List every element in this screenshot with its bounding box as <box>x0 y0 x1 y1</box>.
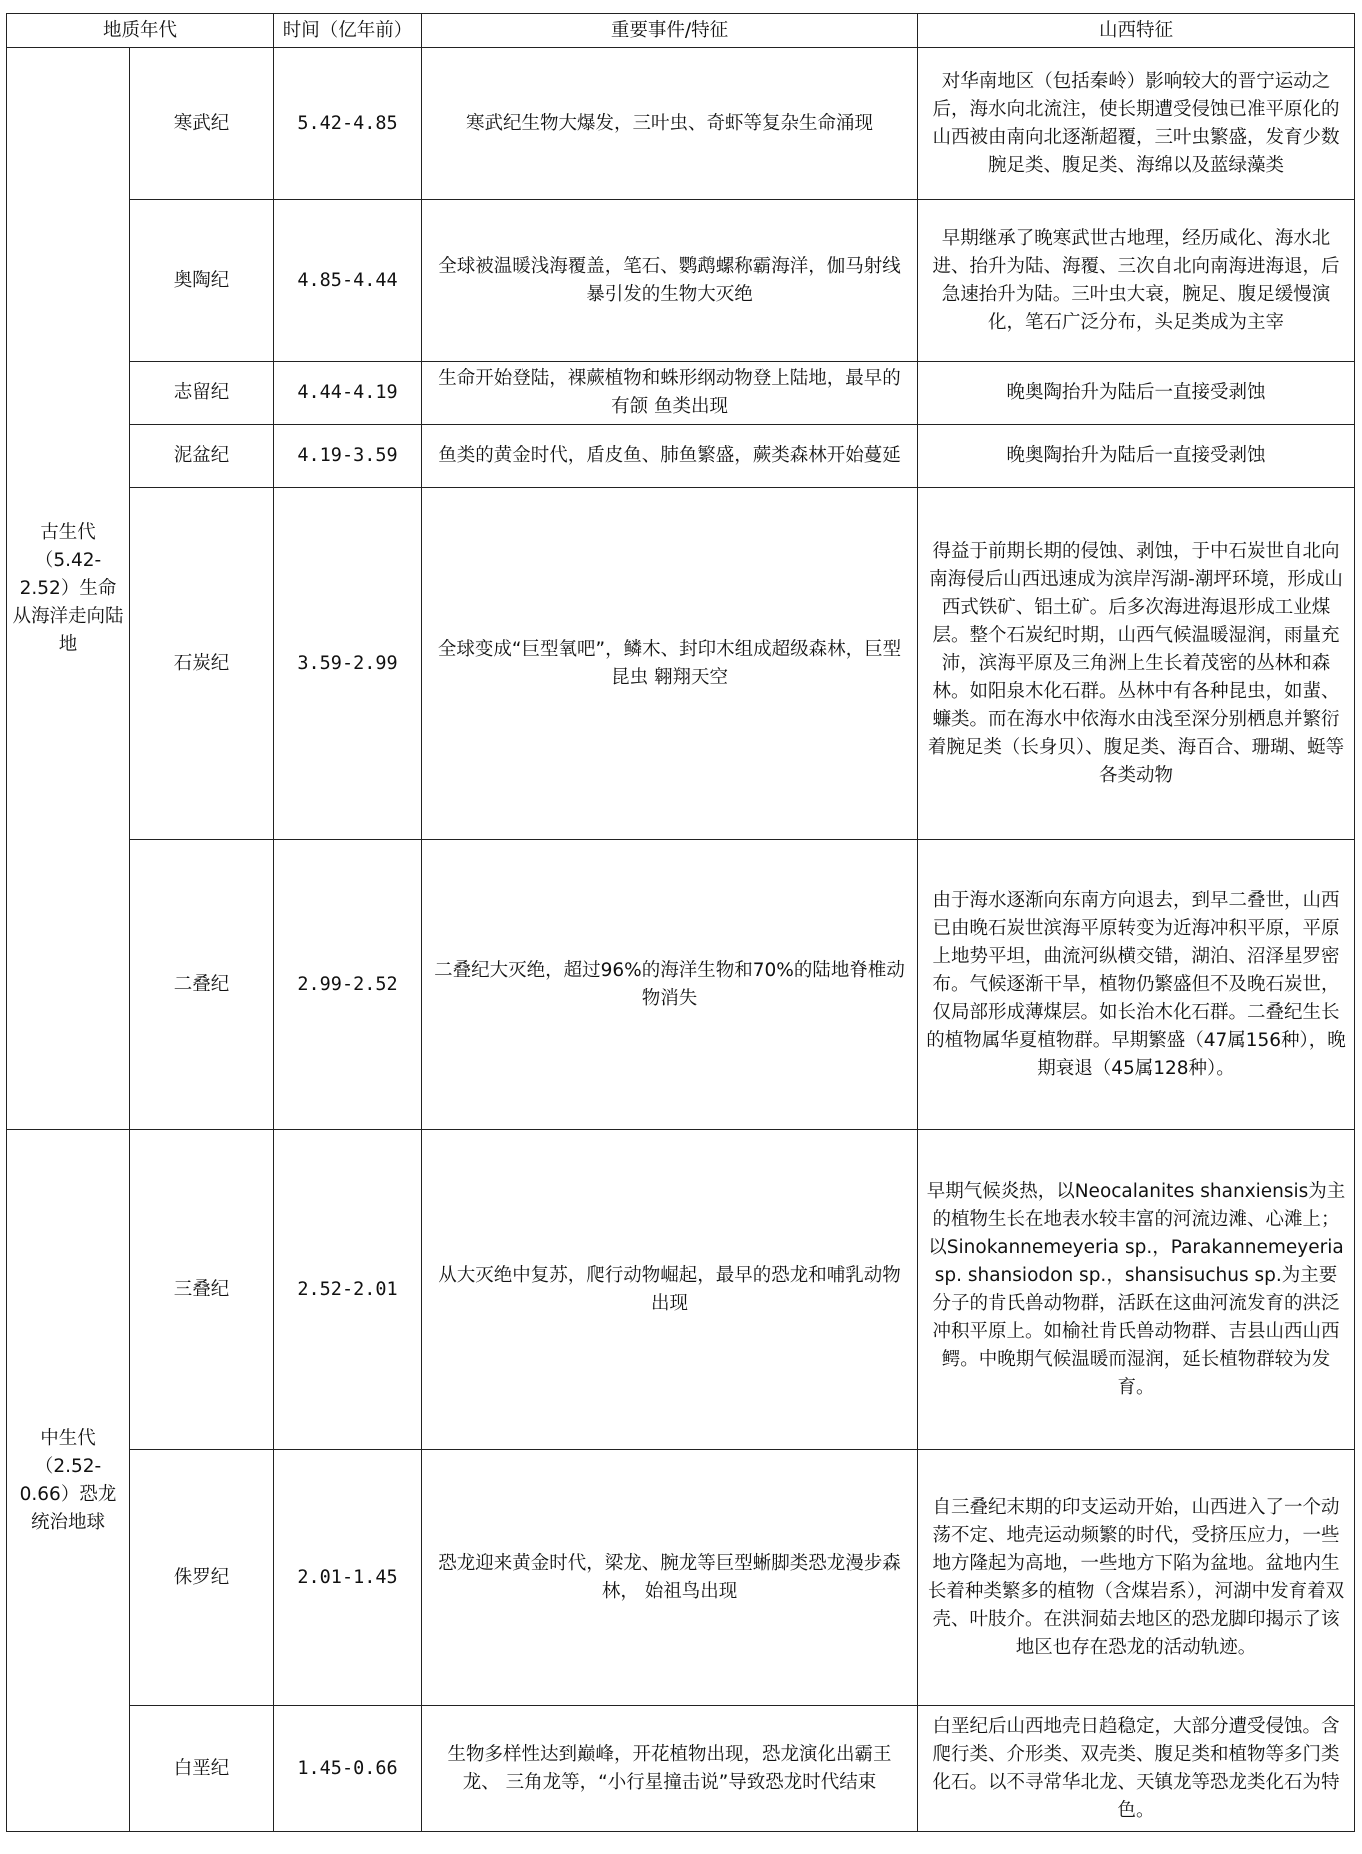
geologic-time-table <box>6 13 1355 1832</box>
header-era: 地质年代 <box>7 14 274 48</box>
period-name: 白垩纪 <box>130 1706 274 1832</box>
period-name: 石炭纪 <box>130 488 274 840</box>
period-shanxi: 晚奥陶抬升为陆后一直接受剥蚀 <box>918 425 1355 488</box>
period-name: 泥盆纪 <box>130 425 274 488</box>
table-row <box>7 48 1355 200</box>
period-name: 寒武纪 <box>130 48 274 200</box>
period-events: 全球变成“巨型氧吧”，鳞木、封印木组成超级森林，巨型昆虫 翱翔天空 <box>422 488 918 840</box>
table-row <box>7 488 1355 840</box>
period-shanxi: 早期继承了晚寒武世古地理，经历咸化、海水北进、抬升为陆、海覆、三次自北向南海进海退，后急速抬升为陆。三叶虫大衰，腕足、腹足缓慢演化，笔石广泛分布，头足类成为主宰 <box>918 200 1355 362</box>
period-shanxi: 得益于前期长期的侵蚀、剥蚀，于中石炭世自北向南海侵后山西迅速成为滨岸泻湖-潮坪环境，形成山西式铁矿、铝土矿。后多次海进海退形成工业煤层。整个石炭纪时期，山西气候温暖湿润，雨量充沛，滨海平原及三角洲上生长着茂密的丛林和森林。如阳泉木化石群。丛林中有各种昆虫，如蜚、蠊类。而在海水中依海水由浅至深分别栖息并繁衍着腕足类（长身贝）、腹足类、海百合、珊瑚、蜓等各类动物 <box>918 488 1355 840</box>
period-time: 2.52-2.01 <box>274 1130 422 1450</box>
period-name: 奥陶纪 <box>130 200 274 362</box>
period-name: 侏罗纪 <box>130 1450 274 1706</box>
period-name: 志留纪 <box>130 362 274 425</box>
period-time: 1.45-0.66 <box>274 1706 422 1832</box>
table-row <box>7 425 1355 488</box>
period-shanxi: 对华南地区（包括秦岭）影响较大的晋宁运动之后，海水向北流注，使长期遭受侵蚀已准平原化的山西被由南向北逐渐超覆，三叶虫繁盛，发育少数腕足类、腹足类、海绵以及蓝绿藻类 <box>918 48 1355 200</box>
table-row <box>7 362 1355 425</box>
period-time: 4.19-3.59 <box>274 425 422 488</box>
period-events: 二叠纪大灭绝，超过96%的海洋生物和70%的陆地脊椎动物消失 <box>422 840 918 1130</box>
table-row <box>7 1706 1355 1832</box>
period-events: 从大灭绝中复苏，爬行动物崛起，最早的恐龙和哺乳动物出现 <box>422 1130 918 1450</box>
era-mesozoic: 中生代（2.52-0.66）恐龙统治地球 <box>7 1130 130 1832</box>
period-events: 恐龙迎来黄金时代，梁龙、腕龙等巨型蜥脚类恐龙漫步森林， 始祖鸟出现 <box>422 1450 918 1706</box>
period-name: 三叠纪 <box>130 1130 274 1450</box>
period-shanxi: 晚奥陶抬升为陆后一直接受剥蚀 <box>918 362 1355 425</box>
table-row <box>7 200 1355 362</box>
period-events: 寒武纪生物大爆发，三叶虫、奇虾等复杂生命涌现 <box>422 48 918 200</box>
period-time: 2.99-2.52 <box>274 840 422 1130</box>
period-time: 3.59-2.99 <box>274 488 422 840</box>
table-row <box>7 1130 1355 1450</box>
era-paleozoic: 古生代（5.42-2.52）生命从海洋走向陆地 <box>7 48 130 1130</box>
header-events: 重要事件/特征 <box>422 14 918 48</box>
period-events: 生物多样性达到巅峰，开花植物出现，恐龙演化出霸王龙、 三角龙等，“小行星撞击说”导致恐龙时代结束 <box>422 1706 918 1832</box>
table-row <box>7 840 1355 1130</box>
period-shanxi: 早期气候炎热，以Neocalanites shanxiensis为主的植物生长在地表水较丰富的河流边滩、心滩上；以Sinokannemeyeria sp.，Parakannemeyeria sp. shansiodon sp.，shansisuchus sp.为主要分子的肯氏兽动物群，活跃在这曲河流发育的洪泛冲积平原上。如榆社肯氏兽动物群、吉县山西山西鳄。中晚期气候温暖而湿润，延长植物群较为发育。 <box>918 1130 1355 1450</box>
period-shanxi: 由于海水逐渐向东南方向退去，到早二叠世，山西已由晚石炭世滨海平原转变为近海冲积平原，平原上地势平坦，曲流河纵横交错，湖泊、沼泽星罗密布。气候逐渐干旱，植物仍繁盛但不及晚石炭世，仅局部形成薄煤层。如长治木化石群。二叠纪生长的植物属华夏植物群。早期繁盛（47属156种），晚期衰退（45属128种）。 <box>918 840 1355 1130</box>
table-header-row <box>7 14 1355 48</box>
header-time: 时间（亿年前） <box>274 14 422 48</box>
period-shanxi: 自三叠纪末期的印支运动开始，山西进入了一个动荡不定、地壳运动频繁的时代，受挤压应力，一些地方隆起为高地，一些地方下陷为盆地。盆地内生长着种类繁多的植物（含煤岩系），河湖中发育着双壳、叶肢介。在洪洞茹去地区的恐龙脚印揭示了该地区也存在恐龙的活动轨迹。 <box>918 1450 1355 1706</box>
period-time: 4.85-4.44 <box>274 200 422 362</box>
period-events: 鱼类的黄金时代，盾皮鱼、肺鱼繁盛，蕨类森林开始蔓延 <box>422 425 918 488</box>
period-shanxi: 白垩纪后山西地壳日趋稳定，大部分遭受侵蚀。含爬行类、介形类、双壳类、腹足类和植物等多门类化石。以不寻常华北龙、天镇龙等恐龙类化石为特色。 <box>918 1706 1355 1832</box>
period-name: 二叠纪 <box>130 840 274 1130</box>
period-events: 生命开始登陆，裸蕨植物和蛛形纲动物登上陆地，最早的有颌 鱼类出现 <box>422 362 918 425</box>
period-time: 4.44-4.19 <box>274 362 422 425</box>
period-time: 5.42-4.85 <box>274 48 422 200</box>
period-time: 2.01-1.45 <box>274 1450 422 1706</box>
header-shanxi: 山西特征 <box>918 14 1355 48</box>
period-events: 全球被温暖浅海覆盖，笔石、鹦鹉螺称霸海洋，伽马射线暴引发的生物大灭绝 <box>422 200 918 362</box>
table-row <box>7 1450 1355 1706</box>
